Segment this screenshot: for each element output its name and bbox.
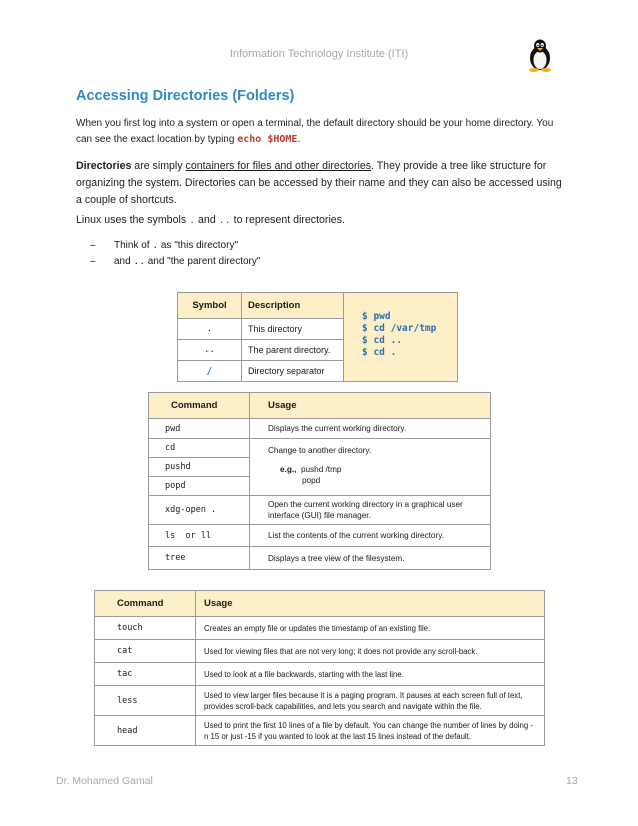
footer-author: Dr. Mohamed Gamal (56, 775, 153, 787)
usage-header: Usage (250, 393, 491, 419)
command-header: Command (95, 591, 196, 617)
directories-text-2: . They provide a tree like structure for organizing the system. Directories can be accessed by their name and they can also be accessed using a couple of shortcuts. (76, 160, 562, 206)
command-cell: cat (95, 640, 196, 663)
usage-cell: Open the current working directory in a graphical user interface (GUI) file manager. (250, 496, 491, 525)
command-cell: ls or ll (149, 525, 250, 547)
description-header: Description (242, 293, 344, 319)
command-cell: tree (149, 547, 250, 570)
command-line: $ pwd (362, 311, 391, 322)
description-cell: The parent directory. (242, 340, 344, 361)
command-header: Command (149, 393, 250, 419)
command-cell: pushd (149, 458, 250, 477)
command-line: $ cd /var/tmp (362, 323, 437, 334)
example-line: pushd /tmp (300, 465, 342, 474)
command-cell: pwd (149, 419, 250, 439)
symbol-cell: / (178, 361, 242, 382)
table-row (149, 419, 491, 439)
command-cell: popd (149, 477, 250, 496)
command-cell: touch (95, 617, 196, 640)
symbol-table (177, 292, 458, 382)
bullet-dash: – (90, 256, 96, 267)
command-cell: cd (149, 439, 250, 458)
table-header-row (149, 393, 491, 419)
tux-penguin-icon (526, 38, 554, 72)
command-line: $ cd .. (362, 335, 403, 346)
dotdot-symbol: .. (218, 215, 231, 226)
symbols-text-2: and (195, 214, 219, 226)
directories-term: Directories (76, 160, 132, 172)
bullet-item (90, 238, 238, 254)
intro-text: When you first log into a system or open a terminal, the default directory should be your home directory. You can see the exact location by typing (76, 118, 554, 145)
usage-cell: List the contents of the current working directory. (250, 525, 491, 547)
page-number: 13 (566, 775, 578, 787)
bullet-text: as "this directory" (158, 240, 238, 251)
usage-cell: Used to print the first 10 lines of a file by default. You can change the number of lines by doing -n 15 or just -15 if you wanted to look at the last 15 lines instead of the default. (196, 716, 545, 746)
table-row (95, 663, 545, 686)
command-examples (344, 293, 458, 382)
symbol-header: Symbol (178, 293, 242, 319)
usage-cell: Creates an empty file or updates the timestamp of an existing file. (196, 617, 545, 640)
symbol-cell: . (178, 319, 242, 340)
bullet-text: and (114, 256, 134, 267)
table-row (95, 640, 545, 663)
dot-symbol: . (189, 215, 196, 226)
table-row (149, 439, 491, 458)
file-command-table (94, 590, 545, 746)
directories-paragraph (76, 158, 566, 209)
symbols-text-1: Linux uses the symbols (76, 214, 190, 226)
description-cell: This directory (242, 319, 344, 340)
table-header-row (178, 293, 458, 319)
cd-usage: Change to another directory. (268, 446, 372, 455)
command-cell: head (95, 716, 196, 746)
usage-header: Usage (196, 591, 545, 617)
bullet-text: Think of (114, 240, 153, 251)
command-cell: tac (95, 663, 196, 686)
usage-cell: Used to look at a file backwards, starting with the last line. (196, 663, 545, 686)
page-header: Information Technology Institute (ITI) (229, 48, 409, 60)
bullet-code: . (152, 240, 159, 251)
table-row (95, 716, 545, 746)
table-row (95, 686, 545, 716)
description-cell: Directory separator (242, 361, 344, 382)
usage-cell: Used for viewing files that are not very long; it does not provide any scroll-back. (196, 640, 545, 663)
usage-cell: Displays the current working directory. (250, 419, 491, 439)
table-header-row (95, 591, 545, 617)
example-label: e.g., (280, 465, 297, 474)
table-row (149, 525, 491, 547)
usage-cell: Displays a tree view of the filesystem. (250, 547, 491, 570)
table-row (149, 496, 491, 525)
bullet-item (90, 254, 260, 270)
containers-phrase: containers for files and other directories (185, 160, 372, 172)
echo-home-code: echo $HOME (237, 134, 298, 145)
table-row (149, 547, 491, 570)
usage-cell: Used to view larger files because it is a paging program. It pauses at each screen full of text, provides scroll-back capabilities, and lets you search and navigate within the file. (196, 686, 545, 716)
symbol-cell: .. (178, 340, 242, 361)
navigation-command-table (148, 392, 491, 570)
command-cell: xdg-open . (149, 496, 250, 525)
command-line: $ cd . (362, 347, 397, 358)
bullet-code: .. (133, 256, 145, 267)
section-title: Accessing Directories (Folders) (76, 88, 295, 104)
symbols-text-3: to represent directories. (230, 214, 345, 226)
usage-cell (250, 439, 491, 496)
table-row (95, 617, 545, 640)
symbols-paragraph (76, 212, 566, 229)
bullet-dash: – (90, 240, 96, 251)
bullet-text: and "the parent directory" (144, 256, 261, 267)
directories-text-1: are simply (131, 160, 186, 172)
intro-period: . (297, 134, 301, 145)
example-block (268, 464, 482, 486)
example-line: popd (302, 476, 321, 485)
intro-paragraph (76, 116, 566, 148)
command-cell: less (95, 686, 196, 716)
